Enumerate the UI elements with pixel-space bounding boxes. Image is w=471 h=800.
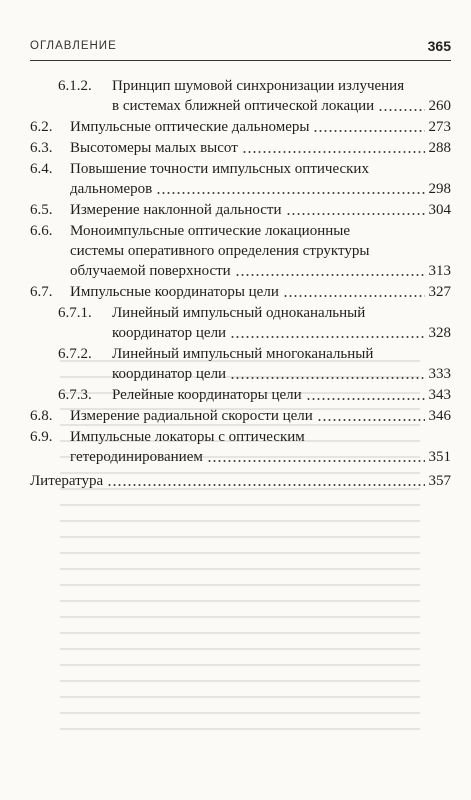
toc-entry-number: 6.3. — [30, 140, 53, 156]
toc-entry-number: 6.5. — [30, 202, 53, 218]
toc-entry-title: Релейные координаторы цели — [112, 387, 302, 403]
toc-entry-title: системы оперативного определения структуры — [70, 243, 370, 259]
toc-entry-title: Импульсные локаторы с оптическим — [70, 429, 305, 445]
dot-leader — [313, 117, 424, 137]
toc-entry-title: Импульсные координаторы цели — [70, 284, 279, 300]
toc-entry-title: в системах ближней оптической локации — [112, 98, 375, 114]
toc-entry-title: Моноимпульсные оптические локационные — [70, 223, 350, 239]
toc-entry-title: координатор цели — [112, 366, 227, 382]
toc-entry-number: 6.8. — [30, 408, 53, 424]
toc-entry-number: 6.7. — [30, 284, 53, 300]
toc-entry[interactable] — [30, 427, 451, 467]
dot-leader — [306, 385, 425, 405]
toc-entry-number: 6.4. — [30, 161, 53, 177]
toc-page-number: 343 — [428, 387, 451, 403]
toc-entry-number: 6.6. — [30, 223, 53, 239]
toc-page-number: 333 — [428, 366, 451, 382]
toc-entry[interactable] — [30, 138, 451, 158]
dot-leader — [230, 323, 424, 343]
toc-page-number: 351 — [428, 449, 451, 465]
toc-entry[interactable] — [30, 471, 451, 491]
toc-entry-title: Высотомеры малых высот — [70, 140, 238, 156]
toc-page-number: 260 — [428, 98, 451, 114]
toc-entry-number: 6.7.2. — [58, 346, 92, 362]
toc-entry-number: 6.9. — [30, 429, 53, 445]
toc-entry-title: Принцип шумовой синхронизации излучения — [112, 78, 405, 94]
toc-entry[interactable] — [30, 385, 451, 405]
toc-entry-title: Измерение радиальной скорости цели — [70, 408, 313, 424]
toc-page-number: 357 — [428, 473, 451, 489]
toc-entry-title: Линейный импульсный одноканальный — [112, 305, 366, 321]
toc-page-number: 273 — [428, 119, 451, 135]
toc-page-number: 328 — [428, 325, 451, 341]
toc-entry[interactable] — [30, 282, 451, 302]
dot-leader — [283, 282, 425, 302]
dot-leader — [230, 364, 424, 384]
dot-leader — [242, 138, 425, 158]
toc-entry[interactable] — [30, 303, 451, 343]
page-number: 365 — [427, 38, 451, 54]
dot-leader — [207, 447, 425, 467]
toc-entry-title: гетеродинированием — [70, 449, 203, 465]
toc-entry-number: 6.2. — [30, 119, 53, 135]
toc-page-number: 327 — [428, 284, 451, 300]
toc-entry-title: Литература — [30, 473, 104, 489]
toc-page-number: 288 — [428, 140, 451, 156]
toc-entry[interactable] — [30, 406, 451, 426]
dot-leader — [107, 471, 424, 491]
page-header — [30, 38, 451, 61]
toc-page-number: 313 — [428, 263, 451, 279]
running-title: ОГЛАВЛЕНИЕ — [30, 40, 117, 52]
toc-entry-title: Измерение наклонной дальности — [70, 202, 282, 218]
dot-leader — [378, 96, 424, 116]
toc-entry-title: облучаемой поверхности — [70, 263, 231, 279]
toc-entry[interactable] — [30, 344, 451, 384]
toc-entry-title: Повышение точности импульсных оптических — [70, 161, 369, 177]
toc-entry-number: 6.1.2. — [58, 78, 92, 94]
dot-leader — [286, 200, 425, 220]
toc-entry-title: Импульсные оптические дальномеры — [70, 119, 310, 135]
toc-page-number: 298 — [428, 181, 451, 197]
toc-entry-number: 6.7.3. — [58, 387, 92, 403]
toc-entry[interactable] — [30, 221, 451, 281]
dot-leader — [156, 179, 424, 199]
toc-entry-title: координатор цели — [112, 325, 227, 341]
toc-entry-number: 6.7.1. — [58, 305, 92, 321]
toc-entry[interactable] — [30, 200, 451, 220]
toc-entry[interactable] — [30, 117, 451, 137]
dot-leader — [317, 406, 425, 426]
toc-page-number: 346 — [428, 408, 451, 424]
toc-entry[interactable] — [30, 159, 451, 199]
toc-entry-title: дальномеров — [70, 181, 153, 197]
toc-page-number: 304 — [428, 202, 451, 218]
toc-entry[interactable] — [30, 76, 451, 116]
dot-leader — [235, 261, 425, 281]
toc-entry-title: Линейный импульсный многоканальный — [112, 346, 374, 362]
